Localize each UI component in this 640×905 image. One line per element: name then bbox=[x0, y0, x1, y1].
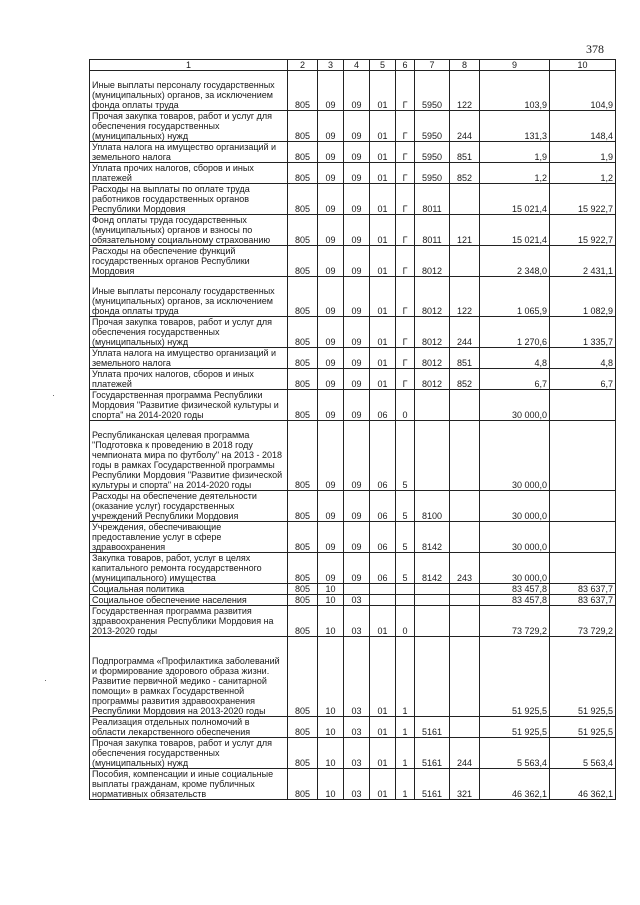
expense-code-cell: 5950 bbox=[415, 142, 450, 163]
amount-year2-cell: 1 335,7 bbox=[550, 317, 616, 348]
expense-code-cell: 8142 bbox=[415, 522, 450, 553]
program-cell: 01 bbox=[370, 184, 396, 215]
program-cell: 01 bbox=[370, 215, 396, 246]
expense-type-cell bbox=[450, 595, 480, 606]
budget-code-cell: 805 bbox=[288, 637, 318, 717]
subprogram-cell: Г bbox=[396, 184, 415, 215]
expense-type-cell: 243 bbox=[450, 553, 480, 584]
expense-code-cell: 5161 bbox=[415, 769, 450, 800]
table-row bbox=[90, 317, 616, 348]
table-row bbox=[90, 421, 616, 491]
table-body bbox=[90, 71, 616, 800]
subprogram-cell: Г bbox=[396, 163, 415, 184]
section-cell: 09 bbox=[318, 184, 344, 215]
expense-type-cell: 851 bbox=[450, 142, 480, 163]
expense-code-cell: 5950 bbox=[415, 111, 450, 142]
section-cell: 10 bbox=[318, 584, 344, 595]
program-cell: 06 bbox=[370, 522, 396, 553]
amount-year2-cell: 1 082,9 bbox=[550, 277, 616, 317]
section-cell: 10 bbox=[318, 717, 344, 738]
section-cell: 09 bbox=[318, 348, 344, 369]
amount-year1-cell: 1 065,9 bbox=[480, 277, 550, 317]
section-cell: 09 bbox=[318, 553, 344, 584]
expense-type-cell: 852 bbox=[450, 369, 480, 390]
table-row bbox=[90, 491, 616, 522]
program-cell bbox=[370, 584, 396, 595]
program-cell: 06 bbox=[370, 491, 396, 522]
program-cell: 01 bbox=[370, 369, 396, 390]
header-cell: 7 bbox=[415, 60, 450, 71]
budget-code-cell: 805 bbox=[288, 163, 318, 184]
subprogram-cell: Г bbox=[396, 111, 415, 142]
subsection-cell: 09 bbox=[344, 348, 370, 369]
row-name-cell: Уплата прочих налогов, сборов и иных платежей bbox=[90, 369, 288, 390]
table-row bbox=[90, 595, 616, 606]
row-name-cell: Уплата налога на имущество организаций и земельного налога bbox=[90, 142, 288, 163]
expense-type-cell: 122 bbox=[450, 71, 480, 111]
amount-year2-cell: 51 925,5 bbox=[550, 717, 616, 738]
expense-code-cell: 5161 bbox=[415, 717, 450, 738]
subprogram-cell: 5 bbox=[396, 491, 415, 522]
amount-year1-cell: 5 563,4 bbox=[480, 738, 550, 769]
table-row bbox=[90, 215, 616, 246]
section-cell: 10 bbox=[318, 769, 344, 800]
amount-year1-cell: 6,7 bbox=[480, 369, 550, 390]
amount-year2-cell bbox=[550, 522, 616, 553]
row-name-cell: Расходы на выплаты по оплате труда работников государственных органов Республики Мордовия bbox=[90, 184, 288, 215]
subsection-cell: 09 bbox=[344, 553, 370, 584]
expense-type-cell: 244 bbox=[450, 111, 480, 142]
amount-year1-cell: 15 021,4 bbox=[480, 184, 550, 215]
amount-year2-cell bbox=[550, 421, 616, 491]
budget-code-cell: 805 bbox=[288, 390, 318, 421]
table-row bbox=[90, 584, 616, 595]
program-cell: 01 bbox=[370, 142, 396, 163]
section-cell: 09 bbox=[318, 71, 344, 111]
table-row bbox=[90, 246, 616, 277]
expense-type-cell: 852 bbox=[450, 163, 480, 184]
subsection-cell: 09 bbox=[344, 142, 370, 163]
program-cell: 06 bbox=[370, 553, 396, 584]
budget-code-cell: 805 bbox=[288, 717, 318, 738]
amount-year2-cell: 51 925,5 bbox=[550, 637, 616, 717]
margin-mark: · bbox=[52, 390, 55, 400]
amount-year1-cell: 131,3 bbox=[480, 111, 550, 142]
row-name-cell: Пособия, компенсации и иные социальные выплаты гражданам, кроме публичных нормативных обязательств bbox=[90, 769, 288, 800]
row-name-cell: Расходы на обеспечение функций государственных органов Республики Мордовия bbox=[90, 246, 288, 277]
margin-mark: · bbox=[44, 675, 47, 685]
amount-year2-cell: 46 362,1 bbox=[550, 769, 616, 800]
section-cell: 09 bbox=[318, 369, 344, 390]
budget-code-cell: 805 bbox=[288, 317, 318, 348]
header-cell: 1 bbox=[90, 60, 288, 71]
expense-code-cell: 8142 bbox=[415, 553, 450, 584]
program-cell bbox=[370, 595, 396, 606]
amount-year2-cell: 73 729,2 bbox=[550, 606, 616, 637]
amount-year2-cell: 83 637,7 bbox=[550, 584, 616, 595]
row-name-cell: Республиканская целевая программа "Подготовка к проведению в 2018 году чемпионата мира по футболу" на 2013 - 2018 годы в рамках Государственной программы Республики Мордовия "Развитие физической культуры и спорта" на 2014-2020 годы bbox=[90, 421, 288, 491]
section-cell: 09 bbox=[318, 277, 344, 317]
subsection-cell: 09 bbox=[344, 491, 370, 522]
expense-type-cell bbox=[450, 717, 480, 738]
program-cell: 01 bbox=[370, 71, 396, 111]
subprogram-cell: 1 bbox=[396, 738, 415, 769]
header-cell: 5 bbox=[370, 60, 396, 71]
row-name-cell: Реализация отдельных полномочий в области лекарственного обеспечения bbox=[90, 717, 288, 738]
table-row bbox=[90, 111, 616, 142]
amount-year1-cell: 51 925,5 bbox=[480, 717, 550, 738]
amount-year1-cell: 30 000,0 bbox=[480, 553, 550, 584]
expense-type-cell bbox=[450, 606, 480, 637]
expense-type-cell: 851 bbox=[450, 348, 480, 369]
amount-year1-cell: 2 348,0 bbox=[480, 246, 550, 277]
page-number: 378 bbox=[586, 42, 604, 56]
amount-year2-cell bbox=[550, 553, 616, 584]
budget-code-cell: 805 bbox=[288, 246, 318, 277]
program-cell: 01 bbox=[370, 606, 396, 637]
row-name-cell: Социальное обеспечение населения bbox=[90, 595, 288, 606]
amount-year1-cell: 30 000,0 bbox=[480, 421, 550, 491]
expense-code-cell bbox=[415, 584, 450, 595]
subprogram-cell: Г bbox=[396, 142, 415, 163]
subsection-cell: 09 bbox=[344, 163, 370, 184]
expense-type-cell: 321 bbox=[450, 769, 480, 800]
subsection-cell: 09 bbox=[344, 246, 370, 277]
amount-year2-cell bbox=[550, 390, 616, 421]
section-cell: 09 bbox=[318, 390, 344, 421]
table-row bbox=[90, 71, 616, 111]
subsection-cell: 03 bbox=[344, 606, 370, 637]
program-cell: 01 bbox=[370, 246, 396, 277]
subprogram-cell: 1 bbox=[396, 769, 415, 800]
expense-code-cell: 8012 bbox=[415, 317, 450, 348]
subsection-cell: 03 bbox=[344, 717, 370, 738]
row-name-cell: Государственная программа развития здравоохранения Республики Мордовия на 2013-2020 годы bbox=[90, 606, 288, 637]
table-row bbox=[90, 277, 616, 317]
amount-year2-cell: 1,9 bbox=[550, 142, 616, 163]
header-cell: 9 bbox=[480, 60, 550, 71]
expense-code-cell: 8011 bbox=[415, 215, 450, 246]
program-cell: 06 bbox=[370, 421, 396, 491]
expense-type-cell: 122 bbox=[450, 277, 480, 317]
amount-year2-cell: 5 563,4 bbox=[550, 738, 616, 769]
section-cell: 09 bbox=[318, 522, 344, 553]
subsection-cell bbox=[344, 584, 370, 595]
section-cell: 09 bbox=[318, 215, 344, 246]
header-cell: 3 bbox=[318, 60, 344, 71]
row-name-cell: Расходы на обеспечение деятельности (оказание услуг) государственных учреждений Республики Мордовия bbox=[90, 491, 288, 522]
expense-type-cell bbox=[450, 584, 480, 595]
subsection-cell: 09 bbox=[344, 390, 370, 421]
subprogram-cell: 1 bbox=[396, 637, 415, 717]
budget-code-cell: 805 bbox=[288, 111, 318, 142]
table-row bbox=[90, 163, 616, 184]
budget-code-cell: 805 bbox=[288, 421, 318, 491]
amount-year1-cell: 46 362,1 bbox=[480, 769, 550, 800]
section-cell: 10 bbox=[318, 595, 344, 606]
header-cell: 6 bbox=[396, 60, 415, 71]
row-name-cell: Социальная политика bbox=[90, 584, 288, 595]
program-cell: 01 bbox=[370, 769, 396, 800]
header-cell: 2 bbox=[288, 60, 318, 71]
expense-type-cell bbox=[450, 522, 480, 553]
expense-code-cell: 5161 bbox=[415, 738, 450, 769]
row-name-cell: Подпрограмма «Профилактика заболеваний и формирование здорового образа жизни. Развитие первичной медико - санитарной помощи» в рамках Государственной программы развития здравоохранения Республики Мордовия на 2013-2020 годы bbox=[90, 637, 288, 717]
table-row bbox=[90, 769, 616, 800]
budget-code-cell: 805 bbox=[288, 277, 318, 317]
table-header bbox=[90, 60, 616, 71]
subsection-cell: 09 bbox=[344, 277, 370, 317]
program-cell: 01 bbox=[370, 317, 396, 348]
amount-year2-cell: 6,7 bbox=[550, 369, 616, 390]
expense-type-cell bbox=[450, 246, 480, 277]
table-row bbox=[90, 738, 616, 769]
program-cell: 01 bbox=[370, 637, 396, 717]
program-cell: 01 bbox=[370, 717, 396, 738]
expense-type-cell bbox=[450, 421, 480, 491]
subsection-cell: 09 bbox=[344, 522, 370, 553]
row-name-cell: Фонд оплаты труда государственных (муниципальных) органов и взносы по обязательному социальному страхованию bbox=[90, 215, 288, 246]
amount-year1-cell: 30 000,0 bbox=[480, 390, 550, 421]
table-row bbox=[90, 348, 616, 369]
expense-code-cell: 8012 bbox=[415, 369, 450, 390]
amount-year1-cell: 83 457,8 bbox=[480, 584, 550, 595]
row-name-cell: Иные выплаты персоналу государственных (муниципальных) органов, за исключением фонда оплаты труда bbox=[90, 277, 288, 317]
subprogram-cell bbox=[396, 584, 415, 595]
subprogram-cell: Г bbox=[396, 348, 415, 369]
subsection-cell: 09 bbox=[344, 369, 370, 390]
header-cell: 8 bbox=[450, 60, 480, 71]
expense-code-cell: 5950 bbox=[415, 163, 450, 184]
table-row bbox=[90, 637, 616, 717]
amount-year2-cell: 83 637,7 bbox=[550, 595, 616, 606]
amount-year1-cell: 103,9 bbox=[480, 71, 550, 111]
expense-type-cell: 244 bbox=[450, 317, 480, 348]
amount-year2-cell: 15 922,7 bbox=[550, 184, 616, 215]
section-cell: 09 bbox=[318, 491, 344, 522]
table-row bbox=[90, 553, 616, 584]
amount-year2-cell: 1,2 bbox=[550, 163, 616, 184]
budget-code-cell: 805 bbox=[288, 769, 318, 800]
budget-code-cell: 805 bbox=[288, 553, 318, 584]
header-cell: 4 bbox=[344, 60, 370, 71]
budget-code-cell: 805 bbox=[288, 184, 318, 215]
program-cell: 01 bbox=[370, 163, 396, 184]
amount-year1-cell: 15 021,4 bbox=[480, 215, 550, 246]
expense-type-cell: 244 bbox=[450, 738, 480, 769]
table-row bbox=[90, 606, 616, 637]
amount-year1-cell: 51 925,5 bbox=[480, 637, 550, 717]
subsection-cell: 09 bbox=[344, 215, 370, 246]
subsection-cell: 03 bbox=[344, 738, 370, 769]
program-cell: 01 bbox=[370, 348, 396, 369]
budget-table bbox=[89, 59, 616, 800]
subsection-cell: 03 bbox=[344, 769, 370, 800]
amount-year1-cell: 73 729,2 bbox=[480, 606, 550, 637]
expense-code-cell bbox=[415, 390, 450, 421]
row-name-cell: Закупка товаров, работ, услуг в целях капитального ремонта государственного (муниципального) имущества bbox=[90, 553, 288, 584]
section-cell: 10 bbox=[318, 738, 344, 769]
amount-year1-cell: 83 457,8 bbox=[480, 595, 550, 606]
subsection-cell: 09 bbox=[344, 111, 370, 142]
row-name-cell: Государственная программа Республики Мордовия "Развитие физической культуры и спорта" на 2014-2020 годы bbox=[90, 390, 288, 421]
subsection-cell: 09 bbox=[344, 421, 370, 491]
expense-code-cell bbox=[415, 421, 450, 491]
subprogram-cell: 1 bbox=[396, 717, 415, 738]
expense-code-cell bbox=[415, 595, 450, 606]
header-cell: 10 bbox=[550, 60, 616, 71]
row-name-cell: Уплата прочих налогов, сборов и иных платежей bbox=[90, 163, 288, 184]
budget-code-cell: 805 bbox=[288, 595, 318, 606]
expense-type-cell: 121 bbox=[450, 215, 480, 246]
amount-year2-cell: 15 922,7 bbox=[550, 215, 616, 246]
subprogram-cell: Г bbox=[396, 317, 415, 348]
program-cell: 01 bbox=[370, 111, 396, 142]
expense-code-cell: 8012 bbox=[415, 246, 450, 277]
expense-code-cell: 8012 bbox=[415, 348, 450, 369]
subprogram-cell: Г bbox=[396, 215, 415, 246]
expense-code-cell bbox=[415, 637, 450, 717]
subprogram-cell: 0 bbox=[396, 390, 415, 421]
expense-code-cell: 8100 bbox=[415, 491, 450, 522]
subprogram-cell: 5 bbox=[396, 421, 415, 491]
section-cell: 09 bbox=[318, 246, 344, 277]
section-cell: 09 bbox=[318, 317, 344, 348]
amount-year1-cell: 30 000,0 bbox=[480, 491, 550, 522]
subsection-cell: 09 bbox=[344, 184, 370, 215]
amount-year1-cell: 30 000,0 bbox=[480, 522, 550, 553]
subsection-cell: 03 bbox=[344, 637, 370, 717]
subprogram-cell: Г bbox=[396, 71, 415, 111]
expense-code-cell bbox=[415, 606, 450, 637]
section-cell: 09 bbox=[318, 111, 344, 142]
program-cell: 01 bbox=[370, 738, 396, 769]
budget-code-cell: 805 bbox=[288, 522, 318, 553]
amount-year2-cell: 104,9 bbox=[550, 71, 616, 111]
section-cell: 09 bbox=[318, 421, 344, 491]
amount-year1-cell: 1,9 bbox=[480, 142, 550, 163]
expense-type-cell bbox=[450, 491, 480, 522]
subprogram-cell: 5 bbox=[396, 553, 415, 584]
subprogram-cell: Г bbox=[396, 277, 415, 317]
amount-year1-cell: 1 270,6 bbox=[480, 317, 550, 348]
expense-type-cell bbox=[450, 637, 480, 717]
expense-code-cell: 8011 bbox=[415, 184, 450, 215]
budget-code-cell: 805 bbox=[288, 491, 318, 522]
expense-type-cell bbox=[450, 184, 480, 215]
section-cell: 10 bbox=[318, 606, 344, 637]
subprogram-cell bbox=[396, 595, 415, 606]
subsection-cell: 09 bbox=[344, 71, 370, 111]
section-cell: 09 bbox=[318, 163, 344, 184]
subsection-cell: 09 bbox=[344, 317, 370, 348]
amount-year1-cell: 1,2 bbox=[480, 163, 550, 184]
program-cell: 06 bbox=[370, 390, 396, 421]
row-name-cell: Учреждения, обеспечивающие предоставление услуг в сфере здравоохранения bbox=[90, 522, 288, 553]
subprogram-cell: 0 bbox=[396, 606, 415, 637]
table-row bbox=[90, 390, 616, 421]
amount-year2-cell: 4,8 bbox=[550, 348, 616, 369]
amount-year2-cell bbox=[550, 491, 616, 522]
subprogram-cell: Г bbox=[396, 246, 415, 277]
budget-code-cell: 805 bbox=[288, 606, 318, 637]
expense-code-cell: 8012 bbox=[415, 277, 450, 317]
table-row bbox=[90, 522, 616, 553]
table-row bbox=[90, 184, 616, 215]
budget-code-cell: 805 bbox=[288, 142, 318, 163]
subprogram-cell: 5 bbox=[396, 522, 415, 553]
row-name-cell: Иные выплаты персоналу государственных (муниципальных) органов, за исключением фонда оплаты труда bbox=[90, 71, 288, 111]
table-row bbox=[90, 717, 616, 738]
amount-year2-cell: 148,4 bbox=[550, 111, 616, 142]
section-cell: 09 bbox=[318, 142, 344, 163]
subsection-cell: 03 bbox=[344, 595, 370, 606]
budget-code-cell: 805 bbox=[288, 738, 318, 769]
budget-code-cell: 805 bbox=[288, 369, 318, 390]
row-name-cell: Прочая закупка товаров, работ и услуг для обеспечения государственных (муниципальных) нужд bbox=[90, 317, 288, 348]
row-name-cell: Прочая закупка товаров, работ и услуг для обеспечения государственных (муниципальных) нужд bbox=[90, 738, 288, 769]
table-row bbox=[90, 142, 616, 163]
budget-code-cell: 805 bbox=[288, 584, 318, 595]
amount-year2-cell: 2 431,1 bbox=[550, 246, 616, 277]
amount-year1-cell: 4,8 bbox=[480, 348, 550, 369]
program-cell: 01 bbox=[370, 277, 396, 317]
row-name-cell: Прочая закупка товаров, работ и услуг для обеспечения государственных (муниципальных) нужд bbox=[90, 111, 288, 142]
expense-type-cell bbox=[450, 390, 480, 421]
expense-code-cell: 5950 bbox=[415, 71, 450, 111]
budget-code-cell: 805 bbox=[288, 348, 318, 369]
table-row bbox=[90, 369, 616, 390]
subprogram-cell: Г bbox=[396, 369, 415, 390]
section-cell: 10 bbox=[318, 637, 344, 717]
row-name-cell: Уплата налога на имущество организаций и земельного налога bbox=[90, 348, 288, 369]
budget-code-cell: 805 bbox=[288, 215, 318, 246]
budget-code-cell: 805 bbox=[288, 71, 318, 111]
